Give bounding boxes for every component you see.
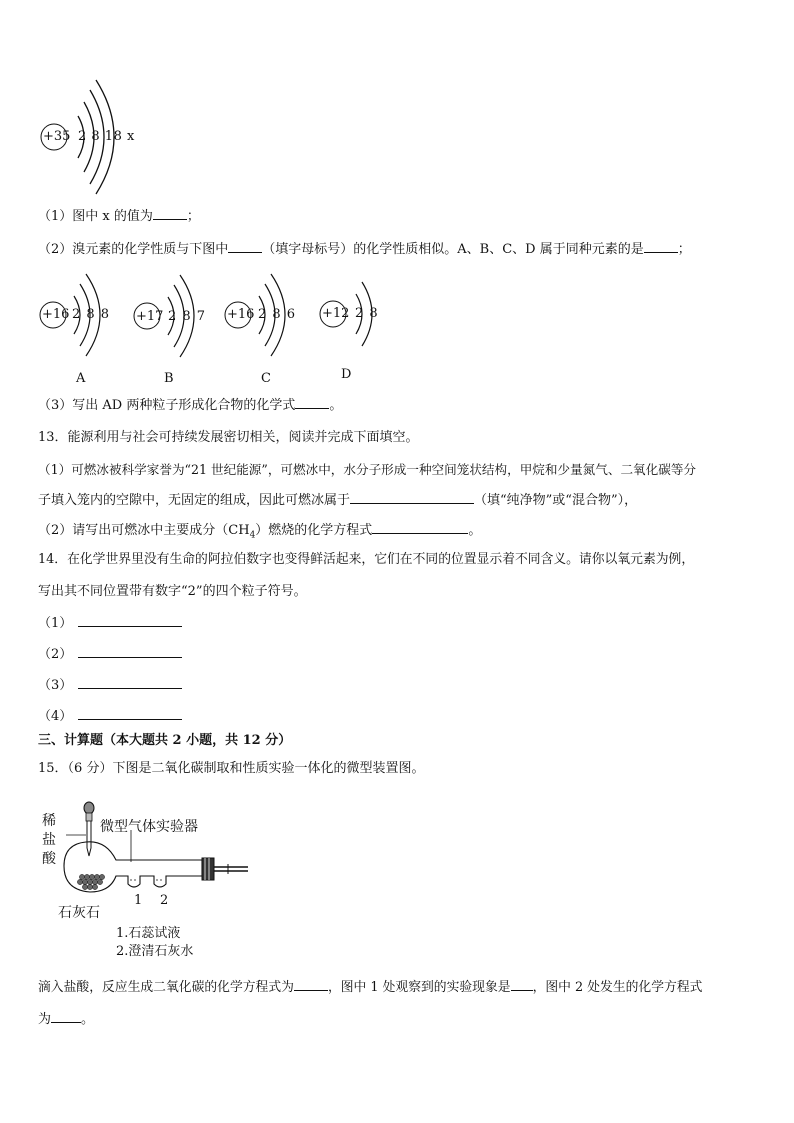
answer-blank[interactable] xyxy=(153,207,187,220)
bromine-shells: 2 8 18 x xyxy=(78,129,135,144)
label-acid-2: 盐 xyxy=(42,832,56,848)
label-acid-1: 稀 xyxy=(42,813,56,829)
answer-blank[interactable] xyxy=(295,396,329,409)
q14-item-3: （3） xyxy=(38,676,182,695)
section-heading: 三、计算题（本大题共 2 小题，共 12 分） xyxy=(38,733,292,748)
answer-blank[interactable] xyxy=(78,676,182,689)
atom-b-shells: 2 8 7 xyxy=(168,309,206,324)
atom-c-shells: 2 8 6 xyxy=(258,307,296,322)
answer-blank[interactable] xyxy=(511,978,533,991)
answer-blank[interactable] xyxy=(644,240,678,253)
q13-part2: （2）请写出可燃冰中主要成分$(CH_4)$燃烧的化学方程式 。 xyxy=(38,523,482,541)
q14-item-2: （2） xyxy=(38,645,182,664)
answer-blank[interactable] xyxy=(78,614,182,627)
label-acid-3: 酸 xyxy=(42,851,56,867)
answer-blank[interactable] xyxy=(350,491,474,504)
q15-answer-line1: 滴入盐酸，反应生成二氧化碳的化学方程式为 ，图中 1 处观察到的实验现象是 ，图中 2 处发生的化学方程式 xyxy=(38,980,703,995)
atom-d-nucleus: +12 xyxy=(322,306,350,321)
answer-blank[interactable] xyxy=(294,978,328,991)
q12-part3: （3）写出 AD 两种粒子形成化合物的化学式 。 xyxy=(38,398,343,413)
q14-stem-line2: 写出其不同位置带有数字“2”的四个粒子符号。 xyxy=(38,584,307,599)
q14-item-4: （4） xyxy=(38,707,182,726)
label-position-1: 1 xyxy=(134,893,143,908)
q14-item-1: （1） xyxy=(38,614,182,633)
q13-part1-line2: 子填入笼内的空隙中，无固定的组成，因此可燃冰属于 （填“纯净物”或“混合物”）， xyxy=(38,493,638,508)
atom-b-label: B xyxy=(164,371,174,386)
atom-c-label: C xyxy=(261,371,271,386)
atom-c-nucleus: +16 xyxy=(227,307,255,322)
atom-a-label: A xyxy=(76,371,86,386)
q15-stem: 15．（6 分）下图是二氧化碳制取和性质实验一体化的微型装置图。 xyxy=(38,761,425,776)
answer-blank[interactable] xyxy=(228,240,262,253)
legend-limewater: 2.澄清石灰水 xyxy=(116,944,194,959)
q13-part1-line1: （1）可燃冰被科学家誉为“21 世纪能源”，可燃冰中，水分子形成一种空间笼状结构，甲烷和少量氮气、二氧化碳等分 xyxy=(38,462,697,477)
answer-blank[interactable] xyxy=(78,707,182,720)
atom-d-label: D xyxy=(341,367,352,382)
q14-stem-line1: 14．在化学世界里没有生命的阿拉伯数字也变得鲜活起来，它们在不同的位置显示着不同含义。请你以氧元素为例， xyxy=(38,552,695,567)
label-device: 微型气体实验器 xyxy=(100,819,198,835)
q15-answer-line2: 为 。 xyxy=(38,1012,95,1027)
answer-blank[interactable] xyxy=(78,645,182,658)
atom-a-nucleus: +16 xyxy=(42,307,70,322)
q12-part2: （2）溴元素的化学性质与下图中 （填字母标号）的化学性质相似。A、B、C、D 属于同种元素的是 ； xyxy=(38,242,691,257)
atom-a-shells: 2 8 8 xyxy=(72,307,110,322)
answer-blank[interactable] xyxy=(372,521,468,534)
legend-litmus: 1.石蕊试液 xyxy=(116,926,181,941)
atom-b-nucleus: +17 xyxy=(136,309,164,324)
q12-part1: （1）图中 x 的值为 ； xyxy=(38,209,200,224)
q13-stem: 13．能源利用与社会可持续发展密切相关，阅读并完成下面填空。 xyxy=(38,430,419,445)
label-limestone: 石灰石 xyxy=(58,905,100,921)
label-position-2: 2 xyxy=(160,893,169,908)
atom-d-shells: 2 8 xyxy=(355,306,378,321)
answer-blank[interactable] xyxy=(51,1010,81,1023)
bromine-nucleus: +35 xyxy=(43,129,71,144)
